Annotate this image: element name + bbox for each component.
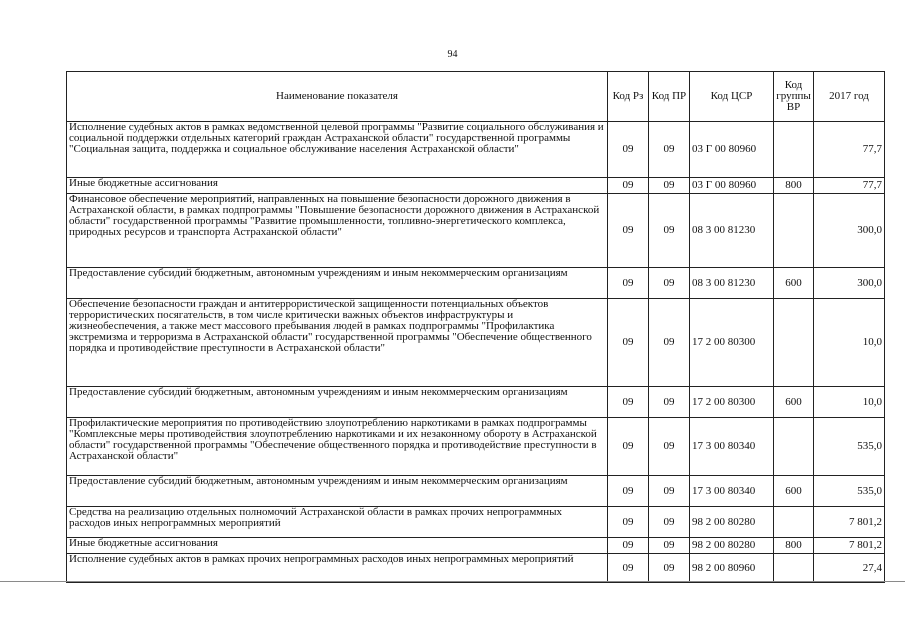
table-row	[67, 194, 885, 268]
row-rz: 09	[608, 268, 649, 299]
row-pr: 09	[649, 507, 690, 538]
row-amount: 7 801,2	[814, 507, 885, 538]
row-amount: 535,0	[814, 418, 885, 476]
column-header-vr: Код группы ВР	[774, 72, 814, 122]
row-amount: 77,7	[814, 122, 885, 178]
row-name: Предоставление субсидий бюджетным, автономным учреждениям и иным некоммерческим организациям	[67, 476, 608, 507]
table-row	[67, 387, 885, 418]
row-csr: 98 2 00 80280	[690, 538, 774, 554]
table-row	[67, 554, 885, 583]
row-csr: 03 Г 00 80960	[690, 122, 774, 178]
row-amount: 10,0	[814, 387, 885, 418]
row-rz: 09	[608, 554, 649, 583]
row-csr: 08 3 00 81230	[690, 194, 774, 268]
row-name: Иные бюджетные ассигнования	[67, 538, 608, 554]
row-amount: 535,0	[814, 476, 885, 507]
row-rz: 09	[608, 507, 649, 538]
row-name: Средства на реализацию отдельных полномочий Астраханской области в рамках прочих непрограммных расходов иных непрограммных мероприятий	[67, 507, 608, 538]
row-vr	[774, 299, 814, 387]
row-pr: 09	[649, 268, 690, 299]
row-pr: 09	[649, 194, 690, 268]
row-pr: 09	[649, 554, 690, 583]
row-vr	[774, 122, 814, 178]
row-amount: 300,0	[814, 194, 885, 268]
row-vr: 600	[774, 387, 814, 418]
row-pr: 09	[649, 122, 690, 178]
row-csr: 98 2 00 80280	[690, 507, 774, 538]
scan-fold-line	[0, 581, 905, 582]
table-row	[67, 538, 885, 554]
table-row	[67, 299, 885, 387]
row-rz: 09	[608, 538, 649, 554]
row-rz: 09	[608, 418, 649, 476]
row-csr: 17 3 00 80340	[690, 476, 774, 507]
table-row	[67, 418, 885, 476]
row-rz: 09	[608, 178, 649, 194]
row-csr: 98 2 00 80960	[690, 554, 774, 583]
row-csr: 17 2 00 80300	[690, 387, 774, 418]
row-rz: 09	[608, 299, 649, 387]
row-amount: 77,7	[814, 178, 885, 194]
row-name: Предоставление субсидий бюджетным, автономным учреждениям и иным некоммерческим организациям	[67, 387, 608, 418]
row-vr: 800	[774, 538, 814, 554]
row-vr: 600	[774, 268, 814, 299]
budget-table	[66, 71, 885, 583]
row-pr: 09	[649, 387, 690, 418]
column-header-csr: Код ЦСР	[690, 72, 774, 122]
row-vr	[774, 507, 814, 538]
column-header-pr: Код ПР	[649, 72, 690, 122]
row-amount: 27,4	[814, 554, 885, 583]
column-header-name: Наименование показателя	[67, 72, 608, 122]
row-amount: 10,0	[814, 299, 885, 387]
row-vr: 600	[774, 476, 814, 507]
row-vr	[774, 194, 814, 268]
row-pr: 09	[649, 178, 690, 194]
row-pr: 09	[649, 476, 690, 507]
column-header-rz: Код Рз	[608, 72, 649, 122]
row-pr: 09	[649, 299, 690, 387]
row-amount: 7 801,2	[814, 538, 885, 554]
row-pr: 09	[649, 538, 690, 554]
row-rz: 09	[608, 194, 649, 268]
column-header-year: 2017 год	[814, 72, 885, 122]
table-row	[67, 122, 885, 178]
row-name: Иные бюджетные ассигнования	[67, 178, 608, 194]
row-name: Профилактические мероприятия по противодействию злоупотреблению наркотиками в рамках подпрограммы "Комплексные меры противодействия злоупотреблению наркотиками и их незаконному обороту в Астраханской области" государственной программы "Обеспечение общественного порядка и противодействие преступности в Астраханской области"	[67, 418, 608, 476]
row-pr: 09	[649, 418, 690, 476]
row-csr: 08 3 00 81230	[690, 268, 774, 299]
table-header-row	[67, 72, 885, 122]
row-csr: 17 2 00 80300	[690, 299, 774, 387]
row-name: Обеспечение безопасности граждан и антитеррористической защищенности потенциальных объектов террористических посягательств, в том числе критически важных объектов инфраструктуры и жизнеобеспечения, а также мест массового пребывания людей в рамках подпрограммы "Профилактика экстремизма и терроризма в Астраханской области" государственной программы "Обеспечение общественного порядка и противодействие преступности в Астраханской области"	[67, 299, 608, 387]
table-row	[67, 178, 885, 194]
row-name: Финансовое обеспечение мероприятий, направленных на повышение безопасности дорожного движения в Астраханской области, в рамках подпрограммы "Повышение безопасности дорожного движения в Астраханской области" государственной программы "Развитие промышленности, топливно-энергетического комплекса, природных ресурсов и транспорта Астраханской области"	[67, 194, 608, 268]
row-vr: 800	[774, 178, 814, 194]
table-row	[67, 268, 885, 299]
page-number: 94	[447, 49, 458, 60]
row-rz: 09	[608, 387, 649, 418]
row-rz: 09	[608, 122, 649, 178]
table-row	[67, 476, 885, 507]
row-csr: 17 3 00 80340	[690, 418, 774, 476]
row-name: Исполнение судебных актов в рамках ведомственной целевой программы "Развитие социального обслуживания и социальной поддержки отдельных категорий граждан Астраханской области" государственной программы "Социальная защита, поддержка и социальное обслуживание населения Астраханской области"	[67, 122, 608, 178]
row-rz: 09	[608, 476, 649, 507]
row-csr: 03 Г 00 80960	[690, 178, 774, 194]
row-vr	[774, 554, 814, 583]
table-row	[67, 507, 885, 538]
row-vr	[774, 418, 814, 476]
row-name: Исполнение судебных актов в рамках прочих непрограммных расходов иных непрограммных мероприятий	[67, 554, 608, 583]
row-name: Предоставление субсидий бюджетным, автономным учреждениям и иным некоммерческим организациям	[67, 268, 608, 299]
row-amount: 300,0	[814, 268, 885, 299]
